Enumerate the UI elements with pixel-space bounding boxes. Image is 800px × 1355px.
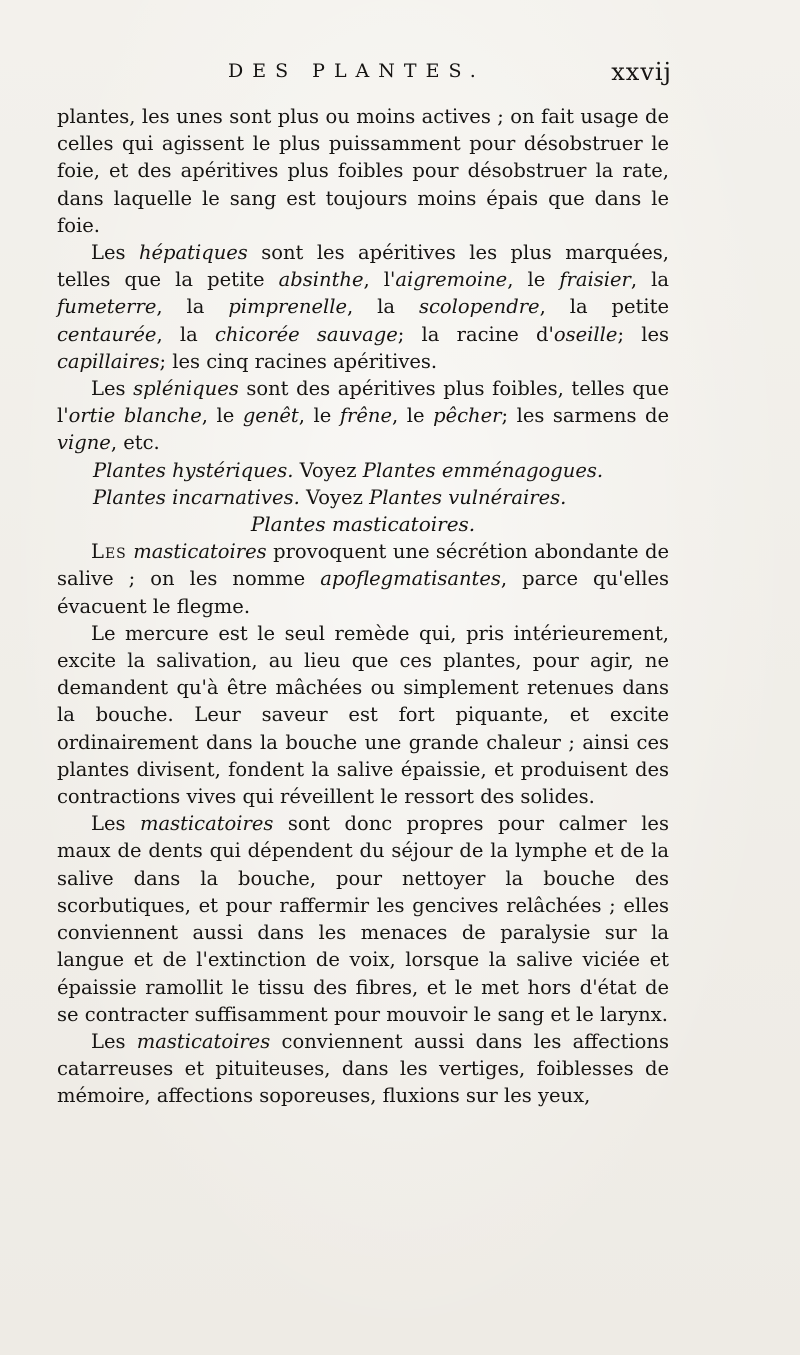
running-head: DES PLANTES. [228, 60, 485, 82]
term-masticatoires: masticatoires [139, 812, 274, 836]
text-run: ; les cinq racines apéritives. [159, 349, 438, 373]
text-run: sont des apéritives plus foibles, telles que l' [57, 377, 669, 428]
paragraph-propres [57, 810, 669, 1028]
text-run: , la [156, 295, 229, 319]
page-header [0, 60, 800, 100]
paragraph-masticatoires-intro [57, 538, 669, 620]
section-heading: Plantes masticatoires. [250, 512, 476, 537]
term-ortie-blanche: ortie blanche [68, 404, 202, 428]
text-run: , l' [363, 268, 396, 292]
text-run: , la [156, 322, 215, 346]
ref-voyez: Voyez [293, 458, 363, 482]
term-vigne: vigne [57, 431, 111, 455]
text-run: Les [91, 241, 139, 265]
text-run: Les [91, 812, 140, 836]
paragraph-1-text: plantes, les unes sont plus ou moins actives ; on fait usage de celles qui agissent le plus puissamment pour désobstruer le foie, et des apéritives plus foibles pour désobstruer la rate, dans laquelle le sang est toujours moins épais que dans le foie. [57, 105, 669, 237]
text-run: , la [347, 295, 419, 319]
text-run: provoquent une sécrétion abondante de salive ; on les nomme [57, 540, 669, 591]
term-fumeterre: fumeterre [57, 295, 157, 319]
ref-target: Plantes vulnéraires. [369, 485, 567, 509]
term-absinthe: absinthe [278, 268, 364, 292]
term-fraisier: fraisier [559, 268, 631, 292]
ref-voyez: Voyez [299, 485, 370, 509]
text-run: , le [298, 404, 340, 428]
text-run: , parce qu'elles évacuent le flegme. [57, 567, 669, 618]
term-chicoree-sauvage: chicorée sauvage [214, 322, 398, 346]
term-masticatoires: masticatoires [136, 1029, 271, 1053]
text-run: Les [91, 377, 134, 401]
term-aigremoine: aigremoine [395, 268, 508, 292]
text-run: , le [507, 268, 560, 292]
lead-word: Les [91, 540, 127, 564]
text-run: conviennent aussi dans les affections catarreuses et pituiteuses, dans les vertiges, foiblesses de mémoire, affections soporeuses, fluxions sur les yeux, [57, 1029, 669, 1108]
term-oseille: oseille [553, 322, 618, 346]
term-pimprenelle: pimprenelle [228, 295, 348, 319]
text-run: , la [630, 268, 670, 292]
text-run: Les [91, 1029, 137, 1053]
term-masticatoires: masticatoires [133, 540, 267, 564]
paragraph-spleniques [57, 375, 669, 457]
paragraph-affections [57, 1028, 669, 1110]
term-genet: genêt [242, 404, 299, 428]
paragraph-hepatiques [57, 239, 669, 375]
term-hepatiques: hépatiques [138, 241, 248, 265]
term-frene: frêne [339, 404, 393, 428]
text-run: , le [201, 404, 243, 428]
paragraph-1 [57, 103, 669, 239]
text-run: sont les apéritives les plus marquées, telles que la petite [57, 241, 669, 292]
cross-reference-incarnatives [57, 484, 669, 511]
ref-source: Plantes hystériques. [93, 458, 294, 482]
cross-reference-hysteriques [57, 457, 669, 484]
term-spleniques: spléniques [133, 377, 239, 401]
text-run: ; les [617, 322, 669, 346]
paragraph-mercure-text: Le mercure est le seul remède qui, pris intérieurement, excite la salivation, au lieu que ces plantes, pour agir, ne demandent qu'à être mâchées ou simplement retenues dans la bouche. Leur saveur est fort piquante, et excite ordinairement dans la bouche une grande chaleur ; ainsi ces plantes divisent, fondent la salive épaissie, et produisent des contractions vives qui réveillent le ressort des solides. [57, 621, 669, 809]
ref-target: Plantes emménagogues. [362, 458, 604, 482]
term-centauree: centaurée [57, 322, 157, 346]
text-run: , la petite [539, 295, 669, 319]
text-run: ; la racine d' [397, 322, 554, 346]
text-run: ; les sarmens de [501, 404, 670, 428]
term-scolopendre: scolopendre [418, 295, 540, 319]
text-run: sont donc propres pour calmer les maux de dents qui dépendent du séjour de la lymphe et de la salive dans la bouche, pour nettoyer la bouche des scorbutiques, et pour raffermir les gencives relâchées ; elles conviennent aussi dans les menaces de paralysie sur la langue et de l'extinction de voix, lorsque la salive viciée et épaissie ramollit le tissu des fibres, et le met hors d'état de se contracter suffisamment pour mouvoir le sang et le larynx. [57, 812, 669, 1026]
text-run: , etc. [110, 431, 160, 455]
body-text [57, 103, 669, 1110]
ref-source: Plantes incarnatives. [93, 485, 300, 509]
text-run: , le [392, 404, 434, 428]
page-number: xxvij [611, 58, 672, 86]
term-apoflegmatisantes: apoflegmatisantes [320, 567, 501, 591]
term-pecher: pêcher [433, 404, 502, 428]
term-capillaires: capillaires [57, 349, 160, 373]
paragraph-mercure [57, 620, 669, 810]
